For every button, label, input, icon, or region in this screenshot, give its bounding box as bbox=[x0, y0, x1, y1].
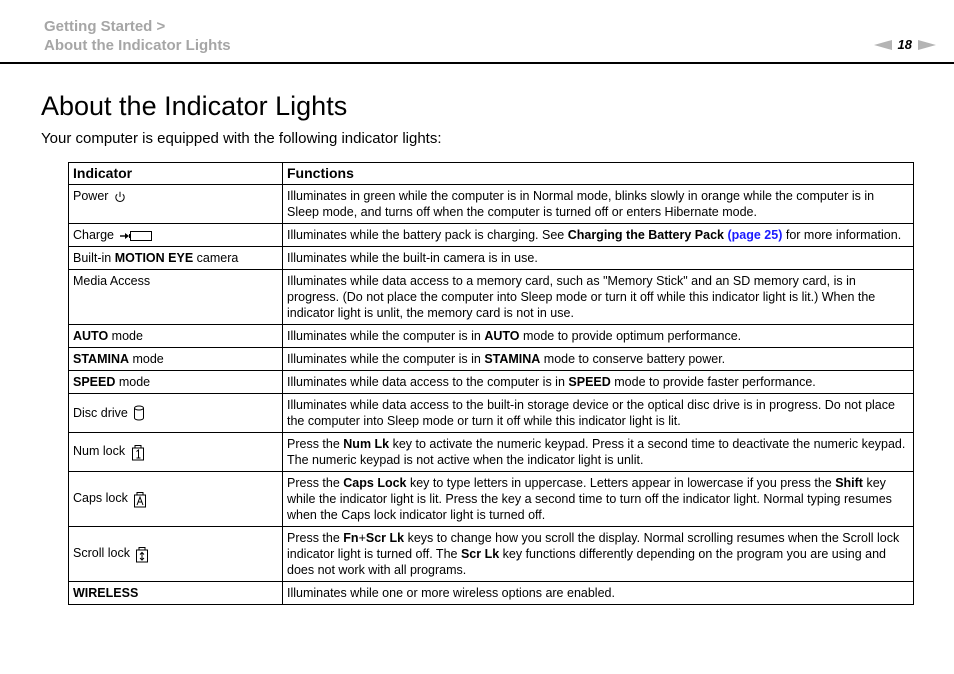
num-lock-icon bbox=[131, 444, 145, 461]
page-number: 18 bbox=[897, 37, 912, 52]
table-row bbox=[69, 325, 914, 348]
indicator-cell bbox=[69, 433, 283, 472]
indicator-cell: WIRELESS bbox=[69, 582, 283, 605]
indicator-label: Scroll lock bbox=[73, 546, 130, 561]
page-navigation bbox=[874, 37, 936, 52]
indicator-cell: Built-in MOTION EYE camera bbox=[69, 247, 283, 270]
table-row bbox=[69, 433, 914, 472]
indicator-label: Charge bbox=[73, 228, 114, 242]
function-cell: Illuminates in green while the computer is in Normal mode, blinks slowly in orange while the computer is in Sleep mode, and turns off when the computer is turned off or enters Hibernate mode. bbox=[283, 185, 914, 224]
breadcrumb-parent[interactable]: Getting Started > bbox=[44, 18, 166, 35]
intro-text: Your computer is equipped with the following indicator lights: bbox=[41, 130, 442, 147]
header-divider bbox=[0, 62, 954, 64]
previous-page-icon[interactable] bbox=[874, 40, 892, 50]
function-cell: Illuminates while the computer is in AUTO mode to provide optimum performance. bbox=[283, 325, 914, 348]
page-link[interactable]: (page 25) bbox=[727, 228, 783, 242]
column-header-indicator: Indicator bbox=[69, 163, 283, 185]
indicator-cell: SPEED mode bbox=[69, 371, 283, 394]
function-cell: Press the Num Lk key to activate the numeric keypad. Press it a second time to deactivate the numeric keypad. The numeric keypad is not active when the indicator light is unlit. bbox=[283, 433, 914, 472]
table-row bbox=[69, 371, 914, 394]
indicator-cell bbox=[69, 394, 283, 433]
function-cell: Illuminates while data access to the built-in storage device or the optical disc drive is in progress. Do not place the computer into Sleep mode or turn it off while this indicator light is lit. bbox=[283, 394, 914, 433]
function-cell: Illuminates while the battery pack is charging. See Charging the Battery Pack (page 25) for more information. bbox=[283, 224, 914, 247]
scroll-lock-icon bbox=[135, 546, 149, 563]
table-row bbox=[69, 527, 914, 582]
indicator-label: Disc drive bbox=[73, 405, 128, 420]
indicator-cell: STAMINA mode bbox=[69, 348, 283, 371]
indicator-cell bbox=[69, 224, 283, 247]
page-title: About the Indicator Lights bbox=[41, 91, 348, 121]
table-row bbox=[69, 472, 914, 527]
breadcrumb-current: About the Indicator Lights bbox=[44, 37, 231, 54]
table-row bbox=[69, 224, 914, 247]
disc-drive-icon bbox=[133, 405, 145, 421]
table-header-row bbox=[69, 163, 914, 185]
battery-charge-icon bbox=[119, 230, 153, 242]
indicator-label: Caps lock bbox=[73, 491, 128, 506]
column-header-functions: Functions bbox=[283, 163, 914, 185]
next-page-icon[interactable] bbox=[918, 40, 936, 50]
indicator-cell: AUTO mode bbox=[69, 325, 283, 348]
table-row bbox=[69, 270, 914, 325]
function-cell: Illuminates while the built-in camera is in use. bbox=[283, 247, 914, 270]
indicator-label: Power bbox=[73, 189, 109, 203]
function-cell: Illuminates while the computer is in STAMINA mode to conserve battery power. bbox=[283, 348, 914, 371]
indicator-cell bbox=[69, 472, 283, 527]
table-row bbox=[69, 394, 914, 433]
indicator-cell: Media Access bbox=[69, 270, 283, 325]
caps-lock-icon bbox=[133, 491, 147, 508]
function-cell: Illuminates while one or more wireless options are enabled. bbox=[283, 582, 914, 605]
table-row bbox=[69, 247, 914, 270]
table-row bbox=[69, 582, 914, 605]
breadcrumb bbox=[44, 17, 231, 55]
table-row bbox=[69, 185, 914, 224]
indicator-table bbox=[68, 162, 914, 605]
indicator-label: Num lock bbox=[73, 444, 126, 459]
function-cell: Press the Caps Lock key to type letters in uppercase. Letters appear in lowercase if you press the Shift key while the indicator light is lit. Press the key a second time to turn off the indicator light. Normal typing resumes when the Caps lock indicator light is turned off. bbox=[283, 472, 914, 527]
function-cell: Press the Fn+Scr Lk keys to change how you scroll the display. Normal scrolling resumes when the Scroll lock indicator light is turned off. The Scr Lk key functions differently depending on the program you are using and does not work with all programs. bbox=[283, 527, 914, 582]
function-cell: Illuminates while data access to the computer is in SPEED mode to provide faster performance. bbox=[283, 371, 914, 394]
power-icon bbox=[114, 191, 126, 203]
table-row bbox=[69, 348, 914, 371]
indicator-cell bbox=[69, 185, 283, 224]
function-cell: Illuminates while data access to a memory card, such as "Memory Stick" and an SD memory card, is in progress. (Do not place the computer into Sleep mode or turn it off while this indicator light is lit.) When the indicator light is unlit, the memory card is not in use. bbox=[283, 270, 914, 325]
indicator-cell bbox=[69, 527, 283, 582]
